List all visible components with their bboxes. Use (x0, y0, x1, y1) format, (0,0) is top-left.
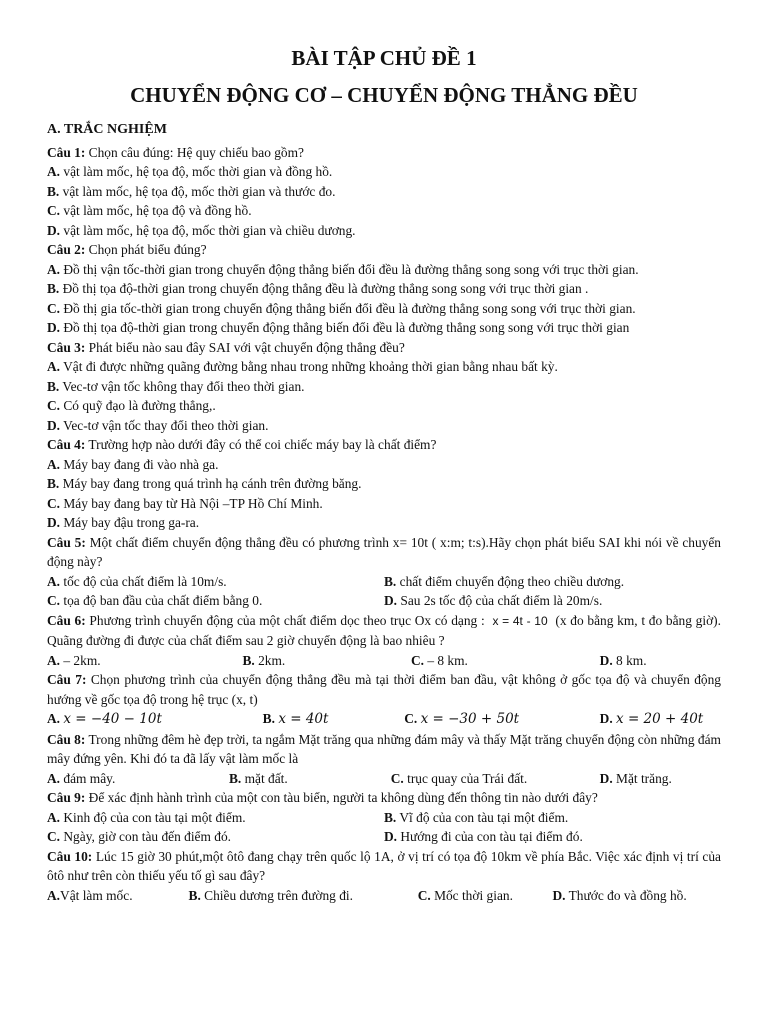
option-a: A. Vật đi được những quãng đường bằng nhau trong những khoảng thời gian bằng nhau bất kỳ. (47, 359, 558, 374)
options-row (47, 572, 721, 592)
option-c: C. Ngày, giờ con tàu đến điểm đó. (47, 829, 231, 844)
option-d: D. Đồ thị tọa độ-thời gian trong chuyển động thẳng biến đổi đều là đường thẳng song song với trục thời gian (47, 320, 630, 335)
option-a: A. tốc độ của chất điểm là 10m/s. (47, 573, 227, 589)
question-text: Một chất điểm chuyển động thẳng đều có phương trình x= 10t ( x:m; t:s).Hãy chọn phát biểu SAI khi nói về chuyển động này? (47, 534, 721, 569)
question-label: Câu 3: (47, 339, 86, 355)
option-d: D. x = 20 + 40t (599, 711, 704, 727)
options-row (47, 709, 721, 730)
question-label: Câu 5: (47, 534, 86, 550)
equation: x = 4t - 10 (492, 613, 548, 628)
question-text: Chọn phát biểu đúng? (85, 242, 207, 257)
option-b: B. x = 40t (262, 711, 329, 727)
options-row (47, 827, 721, 847)
option-d: D. 8 km. (599, 652, 647, 668)
option-c: C. Có quỹ đạo là đường thẳng,. (47, 398, 216, 413)
option-a: A. – 2km. (47, 652, 101, 668)
option-a: A. Máy bay đang đi vào nhà ga. (47, 456, 219, 472)
option-b: B. Vec-tơ vận tốc không thay đổi theo thời gian. (47, 378, 305, 394)
options-row (47, 808, 721, 828)
question-7 (47, 670, 721, 709)
option-a: A. đám mây. (47, 770, 116, 786)
question-label: Câu 2: (47, 242, 86, 257)
question-label: Câu 7: (47, 672, 87, 687)
question-text: Lúc 15 giờ 30 phút,một ôtô đang chạy trên quốc lộ 1A, ở vị trí có tọa độ 10km về phía Bắc. Việc xác định vị trí của ôtô như trên còn thiếu yếu tố gì sau đây? (47, 848, 722, 883)
option-b: B. Vĩ độ của con tàu tại một điểm. (384, 809, 569, 825)
question-label: Câu 9: (47, 790, 86, 805)
question-label: Câu 10: (47, 848, 93, 864)
option-a: A. x = −40 − 10t (47, 711, 162, 727)
option-d: D. Hướng đi của con tàu tại điểm đó. (384, 829, 583, 844)
option-b: B. Chiều dương trên đường đi. (188, 887, 353, 903)
question-label: Câu 6: (47, 612, 86, 628)
option-a: A. Kinh độ của con tàu tại một điểm. (47, 809, 246, 825)
option-b: B. chất điểm chuyển động theo chiều dương. (384, 573, 625, 589)
page-subtitle: CHUYỂN ĐỘNG CƠ – CHUYỂN ĐỘNG THẲNG ĐỀU (130, 83, 638, 107)
question-text: Chọn câu đúng: Hệ quy chiếu bao gồm? (85, 144, 304, 160)
question-3 (47, 338, 721, 358)
option-d: D. Vec-tơ vận tốc thay đổi theo thời gian. (47, 417, 269, 433)
question-1 (47, 143, 721, 163)
question-text: Phát biểu nào sau đây SAI với vật chuyển động thẳng đều? (85, 339, 405, 355)
option-c: C. trục quay của Trái đất. (390, 770, 528, 786)
question-2 (47, 240, 721, 260)
option-b: B. Đồ thị tọa độ-thời gian trong chuyển động thẳng đều là đường thẳng song song với trục thời gian . (47, 281, 589, 296)
option-d: D. Thước đo và đồng hồ. (552, 887, 687, 903)
options-row (47, 651, 721, 671)
question-text: Để xác định hành trình của một con tàu biển, người ta không dùng đến thông tin nào dưới đây? (85, 790, 598, 805)
options-row (47, 886, 721, 906)
question-label: Câu 4: (47, 437, 86, 452)
option-b: B. vật làm mốc, hệ tọa độ, mốc thời gian và thước đo. (47, 183, 336, 199)
question-8 (47, 730, 721, 769)
section-heading: A. TRẮC NGHIỆM (47, 122, 167, 137)
question-5 (47, 533, 721, 572)
option-d: D. Mặt trăng. (599, 770, 672, 786)
option-c: C. Mốc thời gian. (417, 887, 513, 903)
options-row (47, 769, 721, 789)
option-c: C. tọa độ ban đầu của chất điểm bằng 0. (47, 593, 263, 608)
option-b: B. Máy bay đang trong quá trình hạ cánh trên đường băng. (47, 476, 362, 491)
question-label: Câu 8: (47, 731, 86, 747)
option-a: A.Vật làm mốc. (47, 887, 133, 903)
option-c: C. Máy bay đang bay từ Hà Nội –TP Hồ Chí Minh. (47, 495, 323, 511)
question-text: Phương trình chuyển động của một chất điểm dọc theo trục Ox có dạng : (85, 612, 489, 628)
document-body (47, 120, 721, 905)
option-b: B. 2km. (242, 652, 286, 668)
question-label: Câu 1: (47, 144, 86, 160)
option-d: D. vật làm mốc, hệ tọa độ, mốc thời gian và chiều dương. (47, 222, 356, 238)
option-c: C. x = −30 + 50t (404, 711, 520, 727)
question-4 (47, 435, 721, 455)
question-text: Chọn phương trình của chuyển động thẳng đều mà tại thời điểm ban đầu, vật không ở gốc tọa độ và chuyển động hướng về gốc tọa độ trong hệ trục (x, t) (47, 672, 721, 707)
option-d: D. Sau 2s tốc độ của chất điểm là 20m/s. (384, 593, 603, 608)
option-d: D. Máy bay đậu trong ga-ra. (47, 515, 200, 530)
question-text: Trường hợp nào dưới đây có thể coi chiếc máy bay là chất điểm? (85, 437, 437, 452)
option-c: C. Đồ thị gia tốc-thời gian trong chuyển động thẳng biến đổi đều là đường thẳng song song với trục thời gian. (47, 300, 636, 316)
page-title: BÀI TẬP CHỦ ĐỀ 1 (291, 46, 477, 70)
option-a: A. vật làm mốc, hệ tọa độ, mốc thời gian và đồng hồ. (47, 164, 333, 179)
option-b: B. mặt đất. (228, 770, 288, 786)
question-text: Trong những đêm hè đẹp trời, ta ngắm Mặt trăng qua những đám mây và thấy Mặt trăng chuyển động còn những đám mây đứng yên. Khi đó ta đã lấy vật làm mốc là (47, 731, 721, 766)
question-6 (47, 611, 721, 651)
option-c: C. vật làm mốc, hệ tọa độ và đồng hồ. (47, 203, 252, 218)
question-10 (47, 847, 721, 886)
option-a: A. Đồ thị vận tốc-thời gian trong chuyển động thẳng biến đổi đều là đường thẳng song song với trục thời gian. (47, 261, 639, 277)
options-row (47, 591, 721, 611)
question-9 (47, 788, 721, 808)
question-text: (x đo bằng km, t đo bằng giờ). Quãng đường đi được của chất điểm sau 2 giờ chuyển động là bao nhiêu ? (47, 612, 721, 648)
option-c: C. – 8 km. (410, 652, 468, 668)
